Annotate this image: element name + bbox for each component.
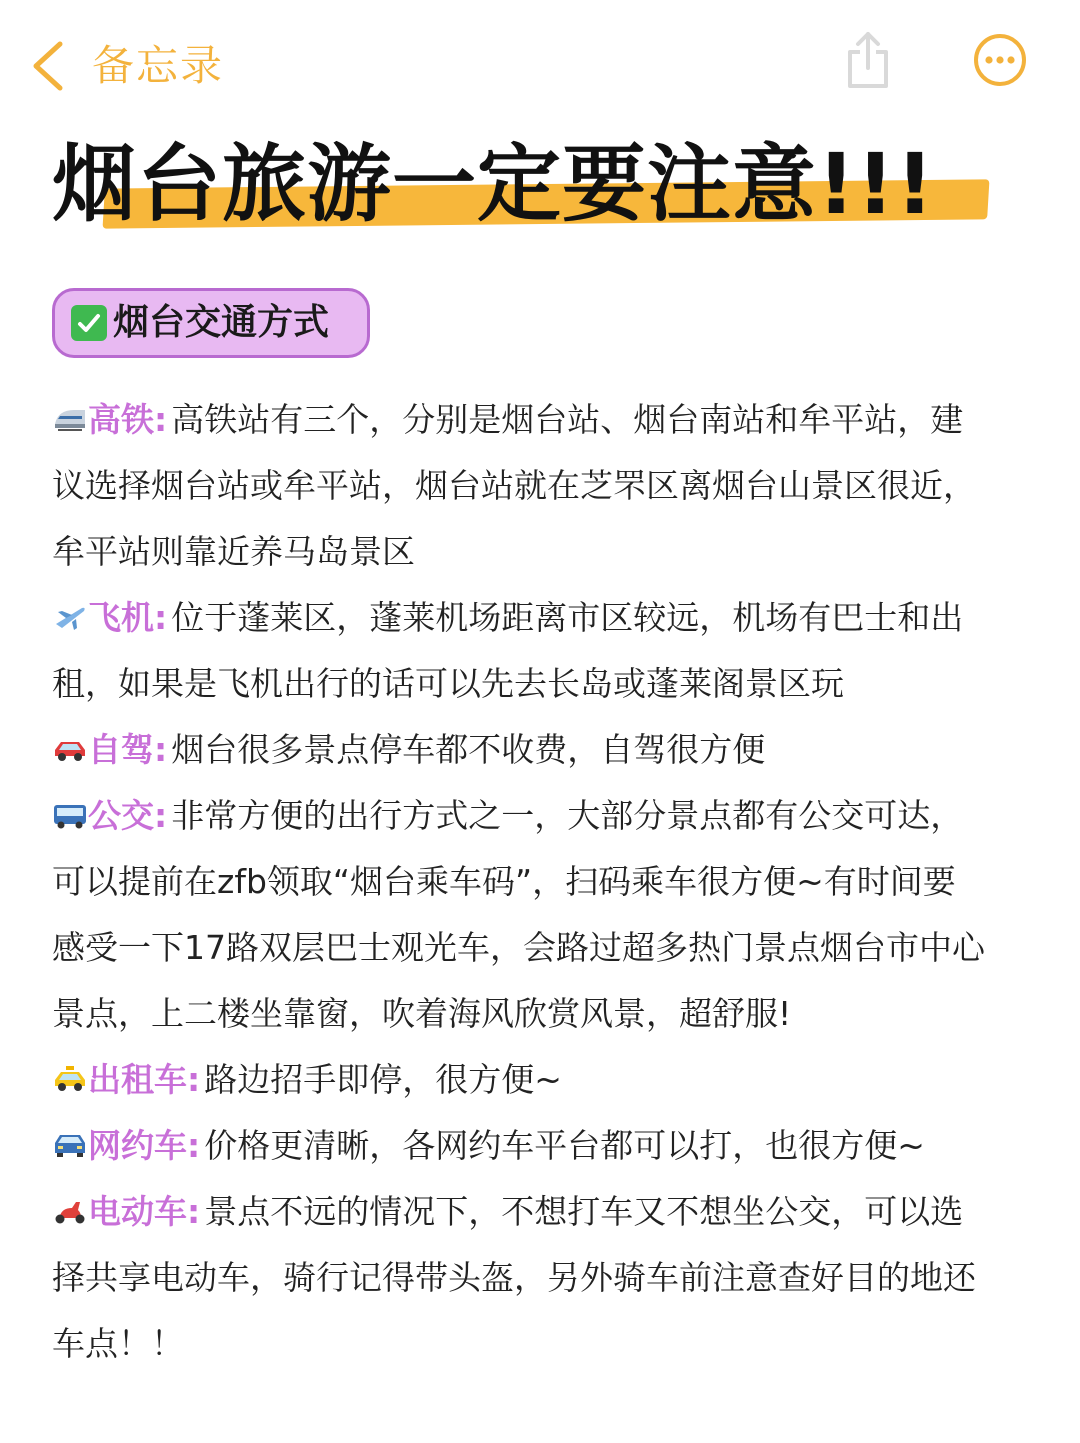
item-text: 烟台很多景点停车都不收费，自驾很方便: [171, 730, 766, 769]
list-item-gaotie: 高铁: 高铁站有三个，分别是烟台站、烟台南站和牟平站，建: [52, 390, 1032, 450]
more-icon: [972, 32, 1028, 88]
airplane-icon: [52, 602, 88, 632]
list-item-gongjiao-line2: 可以提前在zfb领取“烟台乘车码”，扫码乘车很方便~有时间要: [52, 862, 956, 901]
page-title-block: [52, 132, 952, 242]
back-label: 备忘录: [92, 41, 225, 90]
item-text: 位于蓬莱区，蓬莱机场距离市区较远，机场有巴士和出: [171, 598, 964, 637]
list-item-chuzuche: 出租车: 路边招手即停，很方便~: [52, 1050, 1032, 1110]
item-text: 高铁站有三个，分别是烟台站、烟台南站和牟平站，建: [171, 400, 964, 439]
item-label: 公交: [88, 796, 154, 835]
item-label: 高铁: [88, 400, 154, 439]
list-item-gaotie-line2: 议选择烟台站或牟平站，烟台站就在芝罘区离烟台山景区很近，: [52, 466, 976, 505]
list-item-wangyueche: 网约车: 价格更清晰，各网约车平台都可以打，也很方便~: [52, 1116, 1032, 1176]
list-item-gaotie-line3: 牟平站则靠近养马岛景区: [52, 532, 415, 571]
item-text: 景点不远的情况下，不想打车又不想坐公交，可以选: [204, 1192, 964, 1231]
list-item-gongjiao-line4: 景点，上二楼坐靠窗，吹着海风欣赏风景，超舒服!: [52, 994, 792, 1033]
share-button[interactable]: [840, 28, 896, 92]
item-label: 自驾: [88, 730, 154, 769]
item-label: 网约车: [88, 1126, 187, 1165]
check-icon: [71, 305, 107, 341]
top-nav-bar: [0, 0, 1080, 120]
page-title: 烟台旅游一定要注意!!!: [52, 135, 935, 233]
item-label: 出租车: [88, 1060, 187, 1099]
share-icon: [840, 28, 896, 92]
list-item-diandongche-line2: 择共享电动车，骑行记得带头盔，另外骑车前注意查好目的地还: [52, 1258, 976, 1297]
list-item-zijia: 自驾: 烟台很多景点停车都不收费，自驾很方便: [52, 720, 1032, 780]
bus-icon: [52, 800, 88, 830]
ride-hailing-car-icon: [52, 1130, 88, 1160]
train-icon: [52, 404, 88, 434]
item-label: 电动车: [88, 1192, 187, 1231]
scooter-icon: [52, 1196, 88, 1226]
item-text: 价格更清晰，各网约车平台都可以打，也很方便~: [204, 1126, 925, 1165]
section-badge: [52, 288, 370, 358]
car-icon: [52, 734, 88, 764]
list-item-gongjiao: 公交: 非常方便的出行方式之一，大部分景点都有公交可达，: [52, 786, 1032, 846]
section-title: 烟台交通方式: [113, 302, 330, 343]
list-item-gongjiao-line3: 感受一下17路双层巴士观光车，会路过超多热门景点烟台市中心: [52, 928, 985, 967]
item-text: 非常方便的出行方式之一，大部分景点都有公交可达，: [171, 796, 964, 835]
list-item-diandongche-line3: 车点！！: [52, 1324, 184, 1363]
list-item-diandongche: 电动车: 景点不远的情况下，不想打车又不想坐公交，可以选: [52, 1182, 1032, 1242]
back-chevron-icon: [28, 40, 68, 92]
more-options-button[interactable]: [972, 32, 1028, 88]
item-label: 飞机: [88, 598, 154, 637]
item-text: 路边招手即停，很方便~: [204, 1060, 562, 1099]
taxi-icon: [52, 1064, 88, 1094]
back-button[interactable]: [28, 36, 224, 96]
list-item-feiji: 飞机: 位于蓬莱区，蓬莱机场距离市区较远，机场有巴士和出: [52, 588, 1032, 648]
list-item-feiji-line2: 租，如果是飞机出行的话可以先去长岛或蓬莱阁景区玩: [52, 664, 844, 703]
